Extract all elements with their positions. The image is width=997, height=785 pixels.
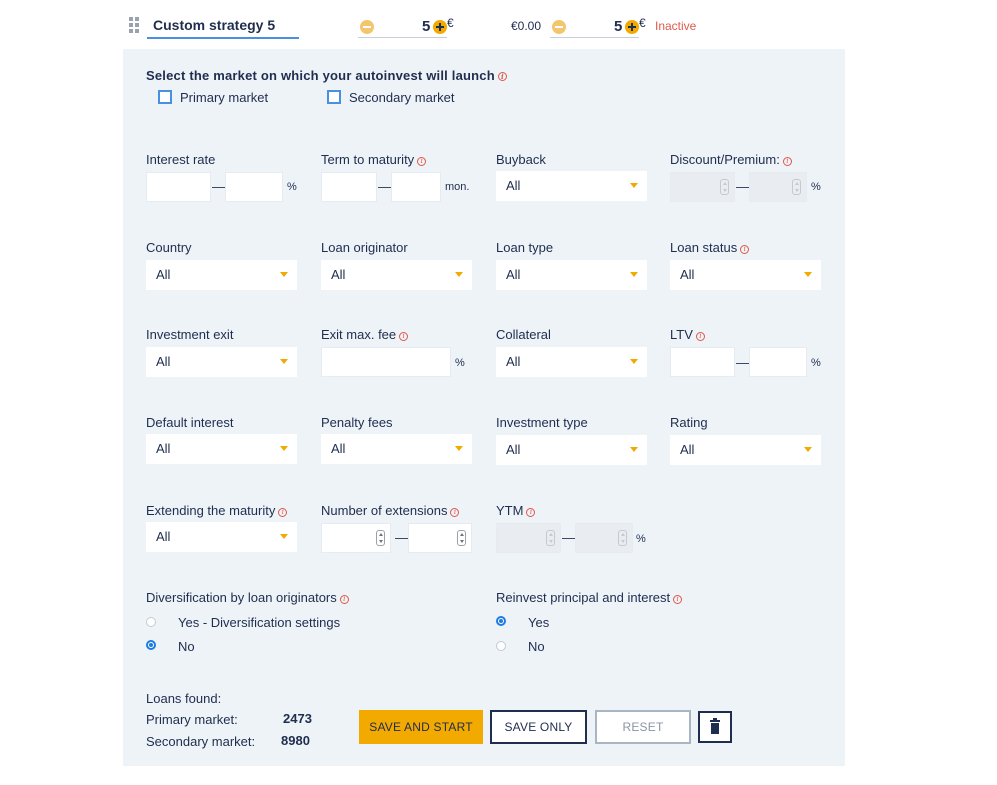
- discount-label-text: Discount/Premium:: [670, 152, 780, 167]
- amount-stepper-1: [358, 16, 447, 38]
- discount-label: [670, 152, 792, 167]
- extending-label-text: Extending the maturity: [146, 503, 276, 518]
- diversification-label-text: Diversification by loan originators: [146, 590, 337, 605]
- info-icon[interactable]: i: [696, 332, 705, 341]
- collateral-value: All: [506, 354, 521, 369]
- primary-market-checkbox[interactable]: [158, 90, 172, 104]
- extending-select[interactable]: [146, 522, 297, 552]
- buyback-label: Buyback: [496, 152, 546, 167]
- investment-exit-label: Investment exit: [146, 327, 234, 342]
- investment-type-value: All: [506, 442, 521, 457]
- chevron-down-icon: [804, 272, 812, 277]
- spinner-icon: [720, 179, 729, 195]
- term-label: [321, 152, 426, 167]
- save-only-button[interactable]: SAVE ONLY: [490, 710, 587, 744]
- secondary-count-label: Secondary market:: [146, 734, 256, 749]
- primary-market-label: Primary market: [180, 90, 269, 105]
- reinvest-no-radio[interactable]: [496, 641, 506, 651]
- reinvest-yes-radio[interactable]: [496, 616, 506, 626]
- loan-status-label: [670, 240, 749, 255]
- currency-symbol: €: [639, 16, 646, 30]
- buyback-select[interactable]: [496, 171, 647, 201]
- ytm-max-input: [575, 523, 633, 553]
- term-label-text: Term to maturity: [321, 152, 415, 167]
- range-dash: —: [212, 179, 225, 194]
- extensions-max-input[interactable]: [408, 523, 472, 553]
- diversification-yes-radio[interactable]: [146, 617, 156, 627]
- diversification-no-label[interactable]: No: [178, 639, 195, 654]
- interest-rate-label: Interest rate: [146, 152, 216, 167]
- info-icon[interactable]: i: [399, 332, 408, 341]
- chevron-down-icon: [455, 446, 463, 451]
- loan-status-value: All: [680, 267, 695, 282]
- chevron-down-icon: [630, 272, 638, 277]
- range-dash: —: [395, 530, 408, 545]
- extensions-label-text: Number of extensions: [321, 503, 448, 518]
- chevron-down-icon: [455, 272, 463, 277]
- rating-value: All: [680, 442, 695, 457]
- country-label: Country: [146, 240, 192, 255]
- chevron-down-icon: [280, 534, 288, 539]
- diversification-no-radio[interactable]: [146, 640, 156, 650]
- originator-select[interactable]: [321, 260, 472, 290]
- spinner-icon: [546, 530, 555, 546]
- chevron-down-icon: [630, 183, 638, 188]
- exit-fee-label: [321, 327, 408, 342]
- percent-unit: %: [811, 181, 821, 193]
- term-min-input[interactable]: [321, 172, 377, 202]
- penalty-fees-select[interactable]: [321, 434, 472, 464]
- spinner-icon: [618, 530, 627, 546]
- percent-unit: %: [287, 181, 297, 193]
- primary-count-label: Primary market:: [146, 712, 238, 727]
- penalty-fees-value: All: [331, 441, 346, 456]
- market-title-text: Select the market on which your autoinvest will launch: [146, 68, 495, 83]
- secondary-count-value: 8980: [281, 733, 310, 748]
- range-dash: —: [736, 179, 749, 194]
- reset-button[interactable]: RESET: [595, 710, 691, 744]
- interest-rate-min-input[interactable]: [146, 172, 211, 202]
- info-icon[interactable]: i: [340, 595, 349, 604]
- primary-count-value: 2473: [283, 711, 312, 726]
- save-and-start-button[interactable]: SAVE AND START: [359, 710, 483, 744]
- loan-status-label-text: Loan status: [670, 240, 738, 255]
- info-icon[interactable]: i: [526, 508, 535, 517]
- extensions-min-input[interactable]: [321, 523, 391, 553]
- extensions-label: [321, 503, 459, 518]
- ytm-label-text: YTM: [496, 503, 524, 518]
- percent-unit: %: [636, 533, 646, 545]
- chevron-down-icon: [630, 447, 638, 452]
- exit-fee-input[interactable]: [321, 347, 451, 377]
- strategy-name-input[interactable]: Custom strategy 5: [147, 14, 299, 39]
- investment-type-select[interactable]: [496, 435, 647, 465]
- months-unit: mon.: [445, 181, 470, 193]
- ytm-label: [496, 503, 535, 518]
- spinner-icon: [792, 179, 801, 195]
- info-icon[interactable]: i: [278, 508, 287, 517]
- chevron-down-icon: [804, 447, 812, 452]
- chevron-down-icon: [280, 272, 288, 277]
- interest-rate-max-input[interactable]: [225, 172, 283, 202]
- extending-label: [146, 503, 287, 518]
- buyback-value: All: [506, 178, 521, 193]
- info-icon[interactable]: i: [783, 157, 792, 166]
- reinvest-label-text: Reinvest principal and interest: [496, 590, 671, 605]
- plus-icon[interactable]: [625, 20, 639, 34]
- ltv-label: [670, 327, 705, 342]
- discount-max-input: [749, 172, 807, 202]
- amount-stepper-2: [550, 16, 639, 38]
- loan-type-select[interactable]: [496, 260, 647, 290]
- rating-label: Rating: [670, 415, 708, 430]
- default-interest-select[interactable]: [146, 434, 297, 464]
- percent-unit: %: [811, 357, 821, 369]
- spinner-icon[interactable]: [457, 530, 466, 546]
- info-icon[interactable]: i: [498, 72, 507, 81]
- percent-unit: %: [455, 357, 465, 369]
- country-value: All: [156, 267, 171, 282]
- trash-icon-body: [711, 723, 719, 734]
- ltv-min-input[interactable]: [670, 347, 735, 377]
- info-icon[interactable]: i: [450, 508, 459, 517]
- extending-value: All: [156, 529, 171, 544]
- diversification-yes-label[interactable]: Yes - Diversification settings: [178, 615, 341, 630]
- chevron-down-icon: [280, 446, 288, 451]
- stepper-value[interactable]: 5: [614, 18, 623, 35]
- info-icon[interactable]: i: [673, 595, 682, 604]
- loan-type-label: Loan type: [496, 240, 554, 255]
- term-max-input[interactable]: [391, 172, 441, 202]
- secondary-market-checkbox[interactable]: [327, 90, 341, 104]
- diversification-label: [146, 590, 349, 605]
- minus-icon[interactable]: [360, 20, 374, 34]
- investment-type-label: Investment type: [496, 415, 588, 430]
- originator-label: Loan originator: [321, 240, 408, 255]
- rating-select[interactable]: [670, 435, 821, 465]
- info-icon[interactable]: i: [740, 245, 749, 254]
- reinvest-no-label[interactable]: No: [528, 639, 545, 654]
- loan-status-select[interactable]: [670, 260, 821, 290]
- minus-icon[interactable]: [552, 20, 566, 34]
- range-dash: —: [562, 530, 575, 545]
- collateral-select[interactable]: [496, 347, 647, 377]
- ytm-min-input: [496, 523, 561, 553]
- currency-symbol: €: [447, 16, 454, 30]
- ltv-label-text: LTV: [670, 327, 693, 342]
- loans-found-label: Loans found:: [146, 691, 222, 706]
- secondary-market-label: Secondary market: [349, 90, 455, 105]
- collateral-label: Collateral: [496, 327, 551, 342]
- loan-type-value: All: [506, 267, 521, 282]
- range-dash: —: [378, 179, 391, 194]
- originator-value: All: [331, 267, 346, 282]
- delete-button[interactable]: [698, 711, 732, 743]
- country-select[interactable]: [146, 260, 297, 290]
- market-section-title: [146, 68, 507, 83]
- info-icon[interactable]: i: [417, 157, 426, 166]
- exit-fee-label-text: Exit max. fee: [321, 327, 397, 342]
- reinvest-yes-label[interactable]: Yes: [528, 615, 550, 630]
- ltv-max-input[interactable]: [749, 347, 807, 377]
- default-interest-label: Default interest: [146, 415, 234, 430]
- reinvest-label: [496, 590, 682, 605]
- range-dash: —: [736, 355, 749, 370]
- investment-exit-select[interactable]: [146, 347, 297, 377]
- status-badge: Inactive: [655, 19, 697, 33]
- chevron-down-icon: [280, 359, 288, 364]
- discount-min-input: [670, 172, 735, 202]
- chevron-down-icon: [630, 359, 638, 364]
- spinner-icon[interactable]: [376, 530, 385, 546]
- stepper-value[interactable]: 5: [422, 18, 431, 35]
- drag-handle-icon[interactable]: [129, 17, 139, 33]
- penalty-fees-label: Penalty fees: [321, 415, 393, 430]
- default-interest-value: All: [156, 441, 171, 456]
- plus-icon[interactable]: [433, 20, 447, 34]
- investment-exit-value: All: [156, 354, 171, 369]
- balance-amount: €0.00: [511, 19, 542, 33]
- trash-icon-lid: [710, 720, 720, 722]
